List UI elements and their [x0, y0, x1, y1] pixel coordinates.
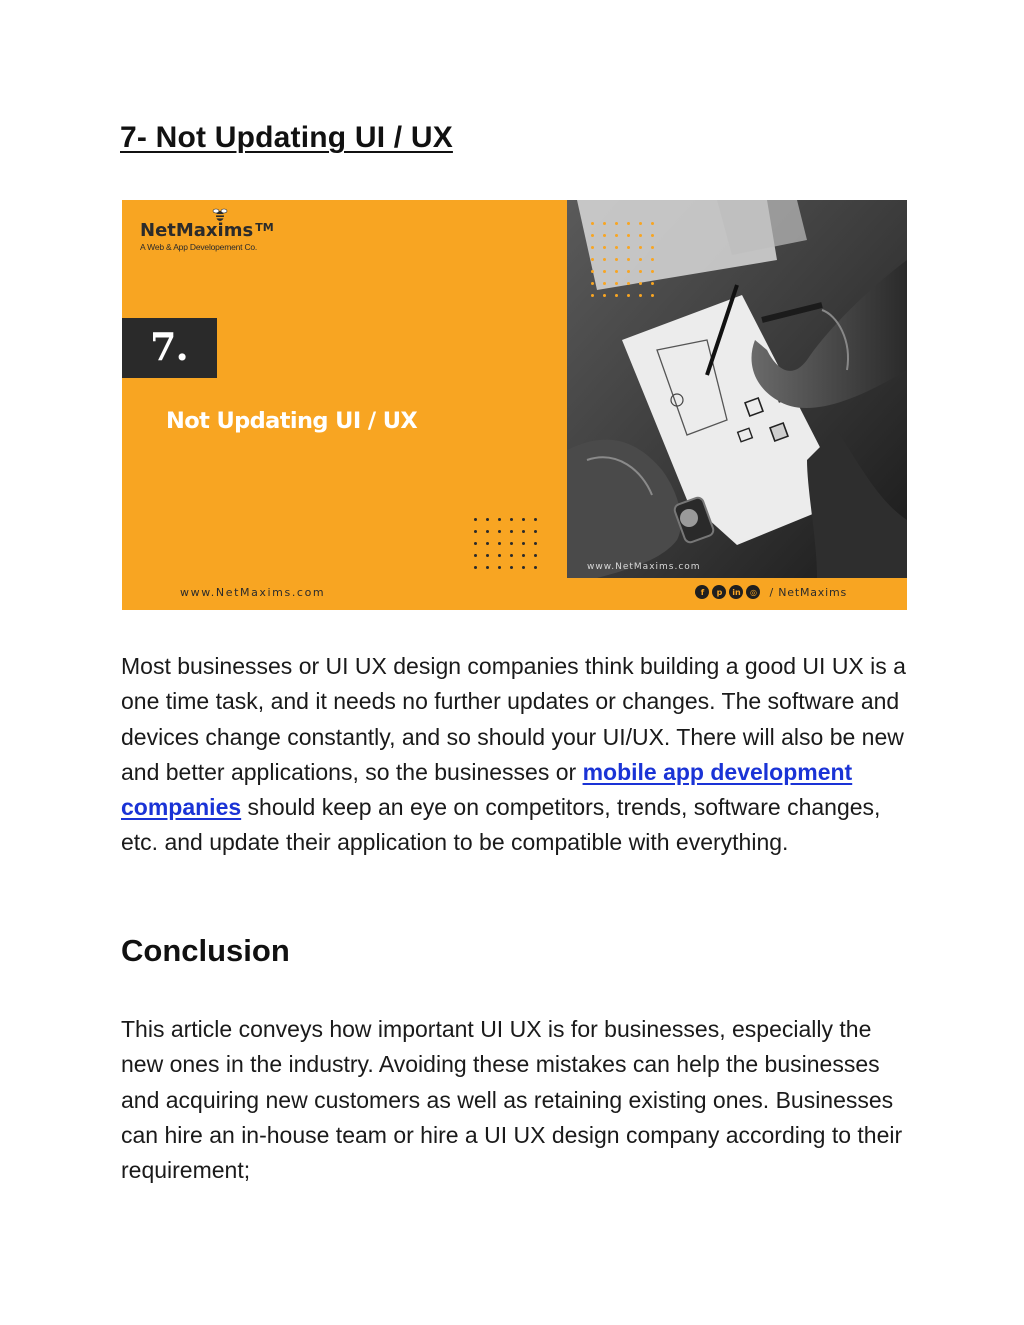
logo-tagline: A Web & App Developement Co. [140, 242, 258, 252]
paragraph-text-before-link: Most businesses or UI UX design companies think building a good UI UX is a one time task, and it needs no further updates or changes. The software and devices change constantly, and so should your UI/UX. There will also be new and better applications, so the businesses or [121, 653, 906, 785]
netmaxims-logo [140, 210, 274, 252]
paragraph-text-after-link: should keep an eye on competitors, trends, software changes, etc. and update their application to be compatible with everything. [121, 794, 881, 856]
footer-social-handle: / NetMaxims [769, 585, 847, 599]
pinterest-icon: p [712, 585, 726, 599]
mobile-app-development-companies-link[interactable]: mobile app development companies [121, 758, 853, 821]
section-heading: 7- Not Updating UI / UX [120, 121, 453, 154]
facebook-icon: f [695, 585, 709, 599]
logo-name: NetMaxims [140, 220, 254, 241]
conclusion-heading: Conclusion [121, 933, 290, 968]
body-paragraph-ui-updates [121, 649, 911, 861]
conclusion-paragraph: This article conveys how important UI UX is for businesses, especially the new ones in the industry. Avoiding these mistakes can help the businesses and acquiring new customers as well as retaining existing ones. Businesses can hire an in-house team or hire a UI UX design company according to their requirement; [121, 1016, 903, 1184]
step-number: 7. [150, 324, 188, 369]
linkedin-icon: in [729, 585, 743, 599]
step-number-box [122, 318, 217, 378]
decorative-dot-grid [474, 518, 539, 571]
photo-watermark-url: www.NetMaxims.com [587, 562, 701, 572]
instagram-icon: ◎ [746, 585, 760, 599]
banner-title: Not Updating UI / UX [166, 408, 418, 434]
decorative-dot-grid-orange [591, 222, 656, 299]
footer-social-links [695, 585, 847, 599]
footer-website-url: www.NetMaxims.com [180, 586, 326, 599]
logo-trademark: TM [255, 221, 274, 234]
banner-footer [122, 578, 907, 610]
article-banner-image [122, 200, 907, 610]
banner-left-panel [122, 200, 567, 610]
banner-photo-sketching-hands [567, 200, 907, 578]
